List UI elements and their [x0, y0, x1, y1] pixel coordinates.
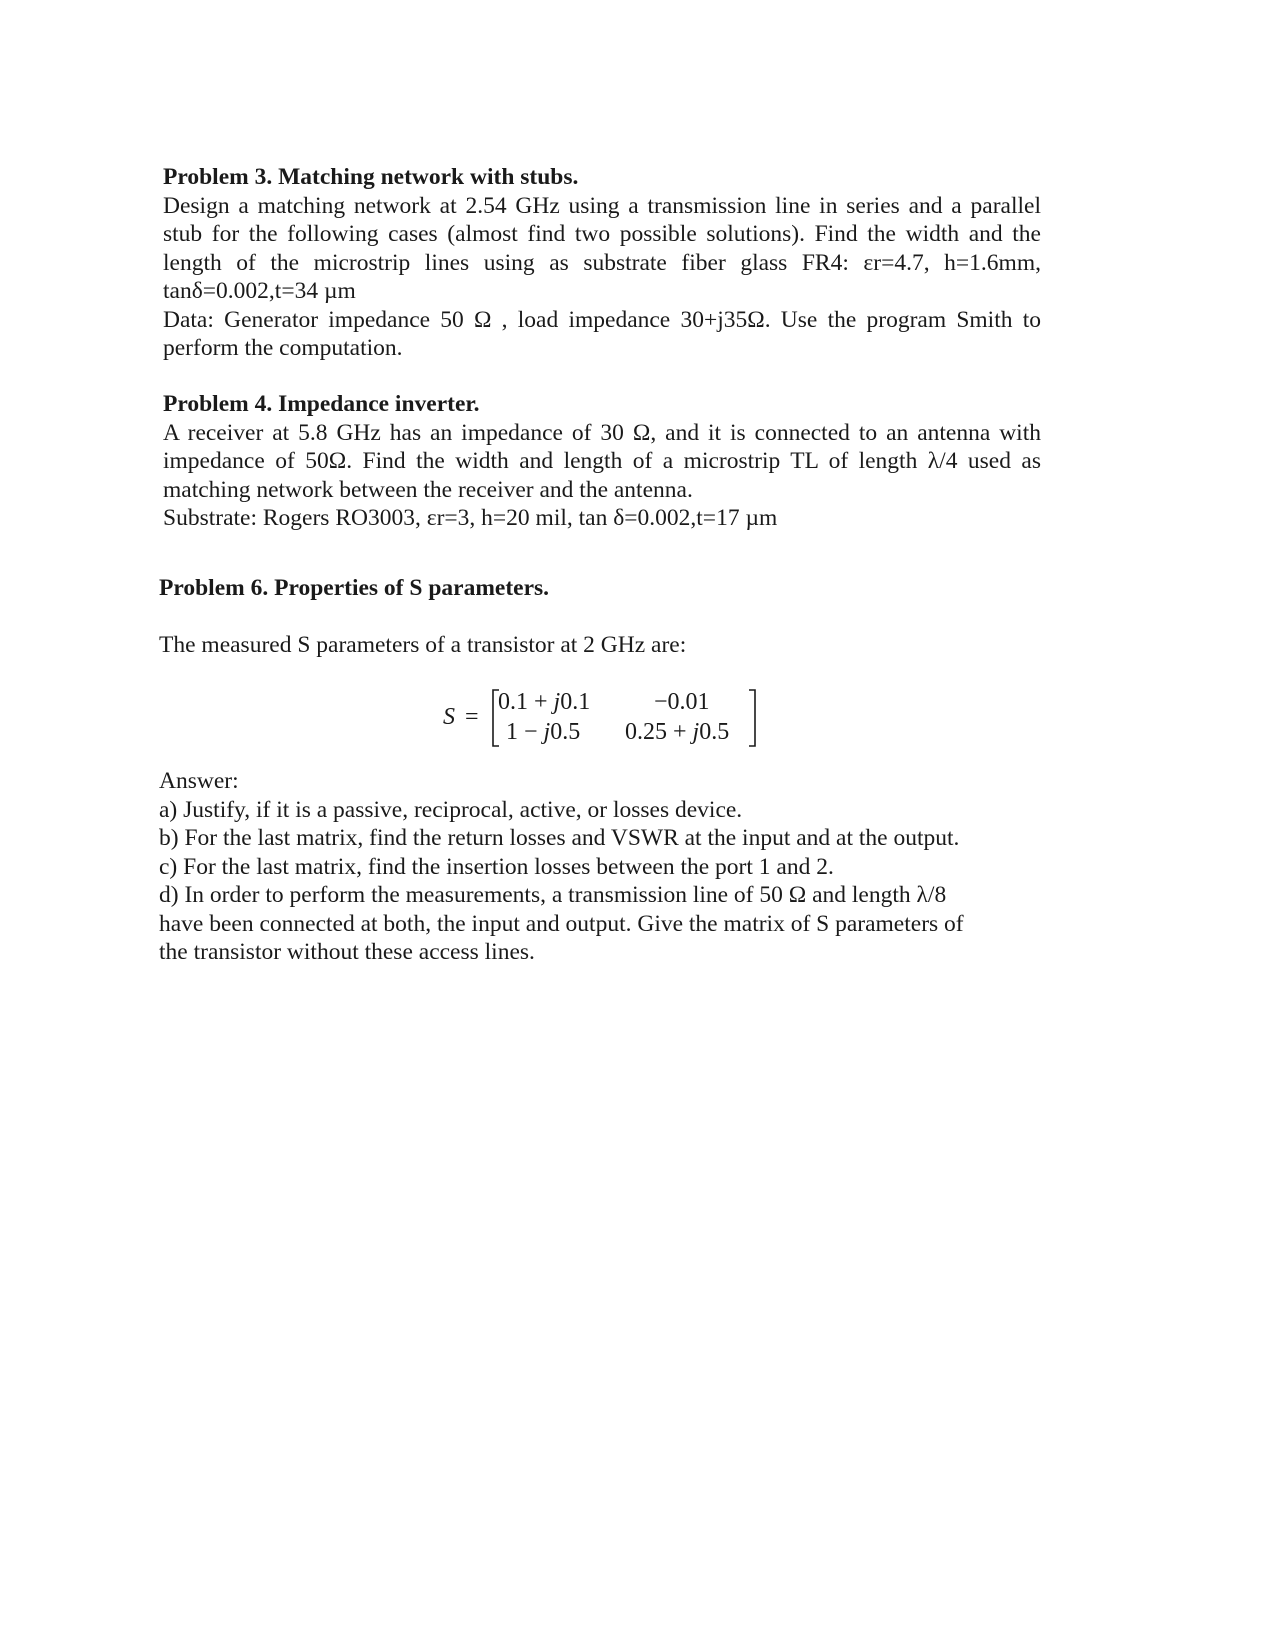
- problem-4-line: A receiver at 5.8 GHz has an impedance of 30 Ω, and it is connected to an antenna with: [163, 419, 1041, 446]
- problem-4-line: Substrate: Rogers RO3003, εr=3, h=20 mil, tan δ=0.002,t=17 µm: [163, 505, 778, 531]
- problem-4-section: [163, 390, 1041, 533]
- matrix-cell-s21: 1 − j0.5: [506, 719, 581, 745]
- problem-3-line: tanδ=0.002,t=34 µm: [163, 278, 356, 304]
- problem-3-section: [163, 163, 1041, 363]
- problem-6-intro: The measured S parameters of a transistor at 2 GHz are:: [159, 632, 687, 658]
- problem-3-line: length of the microstrip lines using as substrate fiber glass FR4: εr=4.7, h=1.6mm,: [163, 249, 1041, 276]
- problem-6-answer-block: [159, 767, 1039, 967]
- problem-3-line: Data: Generator impedance 50 Ω , load impedance 30+j35Ω. Use the program Smith to: [163, 306, 1041, 333]
- answer-item-d: d) In order to perform the measurements, a transmission line of 50 Ω and length λ/8: [159, 882, 947, 908]
- problem-4-heading: Problem 4. Impedance inverter.: [163, 391, 480, 417]
- matrix-symbol: S: [443, 704, 455, 730]
- matrix-cell-s12: −0.01: [654, 689, 710, 715]
- problem-6-intro-block: [159, 631, 1039, 660]
- answer-item-c: c) For the last matrix, find the insertion losses between the port 1 and 2.: [159, 853, 834, 880]
- answer-label: Answer:: [159, 768, 239, 794]
- matrix-cell-s11: 0.1 + j0.1: [498, 689, 591, 715]
- s-parameter-matrix: [443, 687, 773, 749]
- problem-4-line: matching network between the receiver and the antenna.: [163, 476, 693, 503]
- answer-item-a: a) Justify, if it is a passive, reciprocal, active, or losses device.: [159, 796, 743, 823]
- problem-3-line: perform the computation.: [163, 335, 403, 361]
- matrix-cell-s22: 0.25 + j0.5: [625, 719, 730, 745]
- problem-3-line: stub for the following cases (almost find two possible solutions). Find the width and the: [163, 221, 1041, 247]
- problem-4-line: impedance of 50Ω. Find the width and length of a microstrip TL of length λ/4 used as: [163, 448, 1041, 474]
- answer-item-d-cont: have been connected at both, the input and output. Give the matrix of S parameters of: [159, 910, 964, 937]
- answer-item-b: b) For the last matrix, find the return losses and VSWR at the input and at the output.: [159, 825, 960, 851]
- problem-3-line: Design a matching network at 2.54 GHz using a transmission line in series and a parallel: [163, 192, 1041, 219]
- problem-3-heading: Problem 3. Matching network with stubs.: [163, 164, 579, 190]
- answer-item-d-cont: the transistor without these access lines.: [159, 939, 535, 965]
- problem-6-heading: Problem 6. Properties of S parameters.: [159, 575, 550, 601]
- matrix-equals: =: [465, 704, 479, 730]
- problem-6-heading-block: [159, 574, 1039, 603]
